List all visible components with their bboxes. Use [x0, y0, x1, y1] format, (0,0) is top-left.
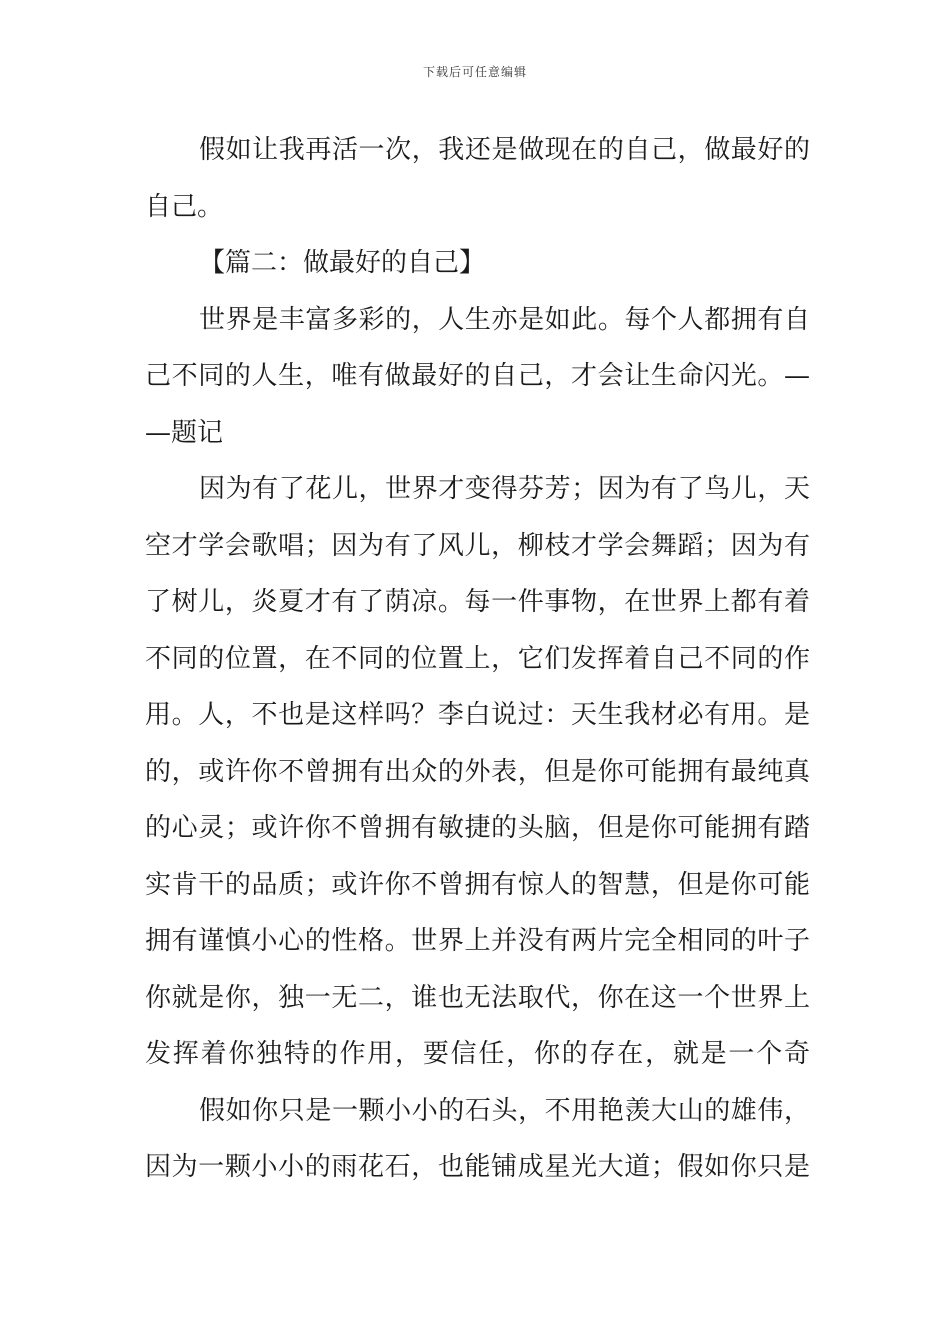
text-line: 因为有了花儿，世界才变得芬芳；因为有了鸟儿，天: [199, 474, 810, 504]
document-body: [145, 122, 810, 1196]
text-line: 假如你只是一颗小小的石头，不用艳羡大山的雄伟，: [199, 1095, 810, 1126]
text-line: —题记: [145, 417, 224, 448]
text-line: 了树儿，炎夏才有了荫凉。每一件事物，在世界上都有着: [145, 587, 810, 617]
text-line: 的心灵；或许你不曾拥有敏捷的头脑，但是你可能拥有踏: [145, 813, 810, 843]
text-line: 自己。: [145, 191, 224, 222]
text-line: 假如让我再活一次，我还是做现在的自己，做最好的: [199, 135, 810, 165]
text-line: 己不同的人生，唯有做最好的自己，才会让生命闪光。—: [145, 361, 810, 391]
text-line: 的，或许你不曾拥有出众的外表，但是你可能拥有最纯真: [145, 756, 810, 787]
text-line: 世界是丰富多彩的，人生亦是如此。每个人都拥有自: [199, 304, 810, 335]
text-line: 空才学会歌唱；因为有了风儿，柳枝才学会舞蹈；因为有: [145, 530, 810, 561]
text-line: 你就是你，独一无二，谁也无法取代，你在这一个世界上: [145, 982, 810, 1013]
section-heading: 【篇二：做最好的自己】: [199, 248, 486, 278]
page-header: 下载后可任意编辑: [422, 65, 527, 79]
text-line: 不同的位置，在不同的位置上，它们发挥着自己不同的作: [145, 643, 810, 674]
text-line: 发挥着你独特的作用，要信任，你的存在，就是一个奇: [145, 1039, 810, 1069]
text-line: 用。人，不也是这样吗？李白说过：天生我材必有用。是: [145, 700, 810, 730]
text-line: 拥有谨慎小心的性格。世界上并没有两片完全相同的叶子: [145, 926, 810, 956]
text-line: 实肯干的品质；或许你不曾拥有惊人的智慧，但是你可能: [145, 869, 810, 900]
text-line: 因为一颗小小的雨花石，也能铺成星光大道；假如你只是: [145, 1152, 810, 1182]
